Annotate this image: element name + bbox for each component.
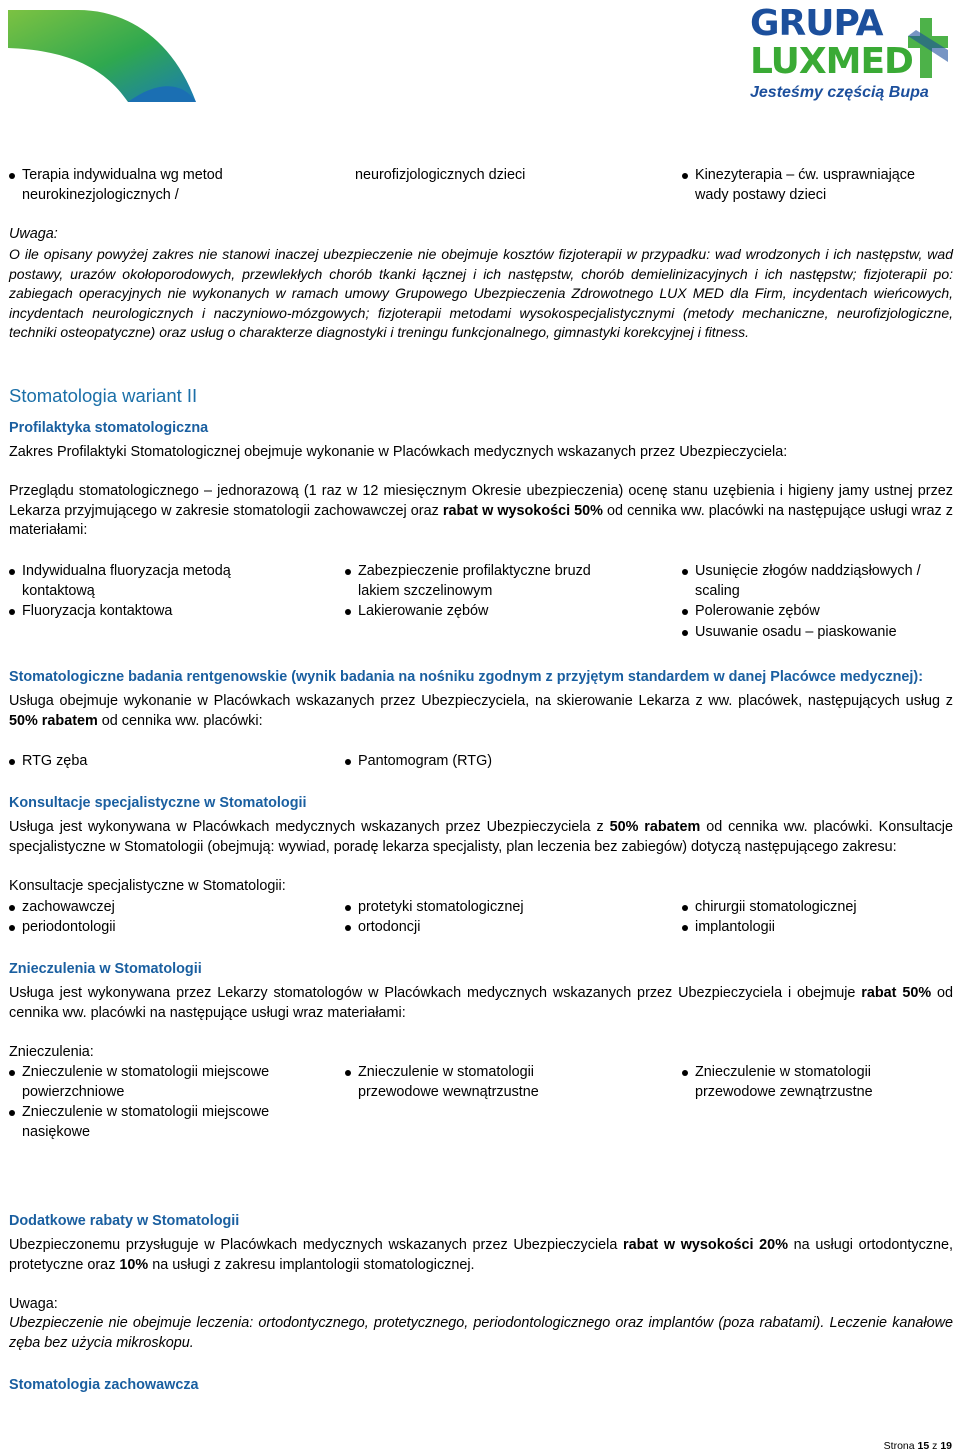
section-heading: Dodatkowe rabaty w Stomatologii [9, 1213, 240, 1229]
section-heading: Stomatologia zachowawcza [9, 1377, 199, 1393]
list-item: Terapia indywidualna wg metod neurokinezjologicznych / [9, 166, 247, 205]
paragraph: Ubezpieczonemu przysługuje w Placówkach medycznych wskazanych przez Ubezpieczyciela rabat w wysokości 20% na usługi ortodontyczne, protetyczne oraz 10% na usługi z zakresu implantologii stomatologicznej. [9, 1237, 953, 1273]
list-item: RTG zęba [9, 752, 272, 772]
list-item: zachowawczej [9, 898, 272, 918]
note-text: Ubezpieczenie nie obejmuje leczenia: ortodontycznego, protetycznego, periodontologicznego oraz implantów (poza rabatami). Leczenie kanałowe zęba bez użycia mikroskopu. [9, 1315, 953, 1351]
list-item: Kinezyterapia – ćw. usprawniające wady postawy dzieci [682, 166, 945, 205]
paragraph: Zakres Profilaktyki Stomatologicznej obejmuje wykonanie w Placówkach medycznych wskazanych przez Ubezpieczyciela: [9, 444, 788, 460]
section-title: Stomatologia wariant II [9, 385, 198, 406]
section-heading: Konsultacje specjalistyczne w Stomatologii [9, 795, 307, 811]
list-label: Konsultacje specjalistyczne w Stomatologii: [9, 878, 286, 894]
list-item: Pantomogram (RTG) [345, 752, 618, 772]
paragraph: Przeglądu stomatologicznego – jednorazową (1 raz w 12 miesięcznym Okresie ubezpieczenia) ocenę stanu uzębienia i higieny jamy ustnej przez Lekarza przyjmującego w zakresie stomatologii zachowawczej oraz rabat w wysokości 50% od cennika ww. placówki na następujące usługi wraz z materiałami: [9, 483, 953, 539]
list-item: chirurgii stomatologicznej [682, 898, 955, 918]
list-item: neurofizjologicznych dzieci [355, 167, 526, 183]
list-item: Lakierowanie zębów [345, 602, 618, 622]
list-item: Indywidualna fluoryzacja metodą kontaktową [9, 562, 272, 601]
list-item: Znieczulenie w stomatologii miejscowe powierzchniowe [9, 1063, 297, 1102]
paragraph: Usługa obejmuje wykonanie w Placówkach wskazanych przez Ubezpieczyciela, na skierowanie Lekarza z ww. placówek, następujących usług z 50% rabatem od cennika ww. placówki: [9, 693, 953, 729]
paragraph: Usługa jest wykonywana przez Lekarzy stomatologów w Placówkach medycznych wskazanych przez Ubezpieczyciela i obejmuje rabat 50% od cennika ww. placówki na następujące usługi wraz materiałami: [9, 985, 953, 1021]
paragraph: Usługa jest wykonywana w Placówkach medycznych wskazanych przez Ubezpieczyciela z 50% rabatem od cennika ww. placówki. Konsultacje specjalistyczne w Stomatologii (obejmują: wywiad, poradę lekarza specjalisty, plan leczenia bez zabiegów) dotyczą następującego zakresu: [9, 819, 954, 855]
section-heading: Znieczulenia w Stomatologii [9, 961, 202, 977]
list-item: Zabezpieczenie profilaktyczne bruzd lakiem szczelinowym [345, 562, 618, 601]
list-item: protetyki stomatologicznej [345, 898, 618, 918]
list-item: Fluoryzacja kontaktowa [9, 602, 272, 622]
cross-icon [908, 18, 948, 78]
list-item: periodontologii [9, 918, 272, 938]
list-item: Polerowanie zębów [682, 602, 955, 622]
section-heading: Stomatologiczne badania rentgenowskie (wynik badania na nośniku zgodnym z przyjętym standardem w danej Placówce medycznej): [9, 669, 924, 685]
note-text: O ile opisany powyżej zakres nie stanowi inaczej ubezpieczenie nie obejmuje kosztów fizjoterapii w przypadku: wad wrodzonych i ich następstw, wad postawy, urazów okołoporodowych, przewlekłych chorób tkanki łącznej i ich następstw, chorób demielinizacyjnych i ich następstw; fizjoterapii po: zabiegach operacyjnych nie wykonanych w ramach umowy Grupowego Ubezpieczenia Zdrowotnego LUX MED dla Firm, incydentach wieńcowych, incydentach neurologicznych i naczyniowo-mózgowych; fizjoterapii metodami wysokospecjalistycznymi (metody mechaniczne, neurofizjologiczne, techniki osteopatyczne) oraz usług o charakterze diagnostyki i treningu funkcjonalnego, gimnastyki korekcyjnej i fitness. [9, 246, 953, 341]
list-label: Znieczulenia: [9, 1044, 94, 1060]
section-heading: Profilaktyka stomatologiczna [9, 420, 209, 436]
luxmed-logo [748, 3, 954, 106]
left-logo [8, 10, 198, 105]
list-item: Usuwanie osadu – piaskowanie [682, 623, 955, 643]
note-label: Uwaga: [9, 1296, 58, 1312]
tagline: Jesteśmy częścią Bupa [750, 84, 929, 101]
note-label: Uwaga: [9, 226, 58, 242]
list-item: Znieczulenie w stomatologii przewodowe zewnątrzustne [682, 1063, 955, 1102]
list-item: implantologii [682, 918, 955, 938]
list-item: Znieczulenie w stomatologii miejscowe nasiękowe [9, 1103, 297, 1142]
page-number: Strona 15 z 19 [883, 1440, 952, 1452]
list-item: Znieczulenie w stomatologii przewodowe wewnątrzustne [345, 1063, 618, 1102]
list-item: Usunięcie złogów naddziąsłowych / scaling [682, 562, 955, 601]
brand-line1: GRUPA [750, 3, 883, 44]
list-item: ortodoncji [345, 918, 618, 938]
brand-line2: LUXMED [750, 41, 913, 82]
